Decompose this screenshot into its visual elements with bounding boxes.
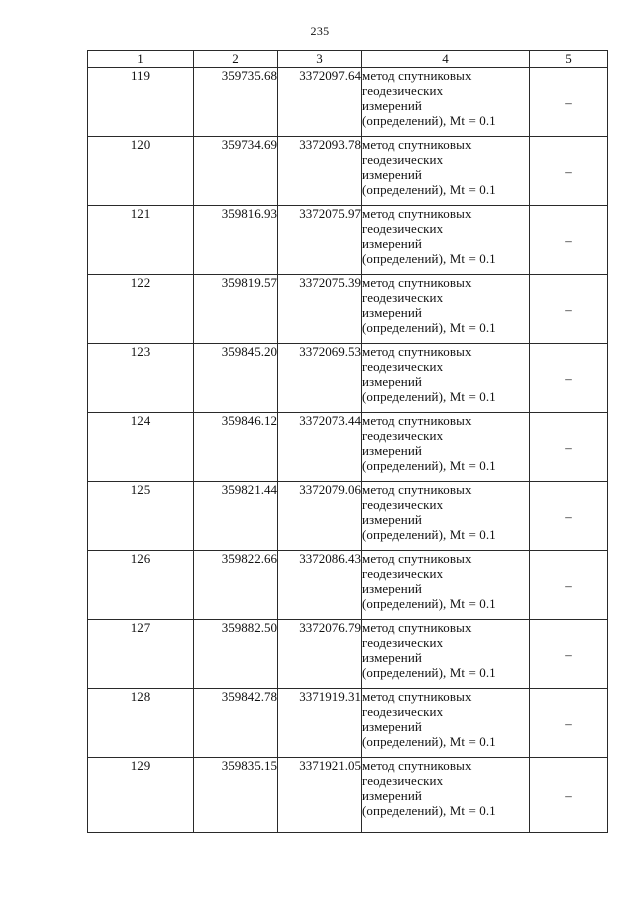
table-header-row [88,51,608,68]
point-number: 119 [88,68,194,137]
coordinate-x: 359882.50 [194,620,278,689]
table-row [88,68,608,137]
table-row [88,206,608,275]
point-number: 126 [88,551,194,620]
measurement-method: метод спутниковых геодезических измерений (определений), Mt = 0.1 [362,275,530,344]
coordinate-y: 3372073.44 [278,413,362,482]
coordinate-x: 359846.12 [194,413,278,482]
coordinate-x: 359845.20 [194,344,278,413]
coordinate-y: 3371919.31 [278,689,362,758]
coordinate-y: 3372069.53 [278,344,362,413]
coordinate-y: 3371921.05 [278,758,362,833]
page-number: 235 [310,24,330,38]
measurement-method: метод спутниковых геодезических измерений (определений), Mt = 0.1 [362,482,530,551]
note-dash: – [530,689,608,758]
coordinate-y: 3372076.79 [278,620,362,689]
coordinate-x: 359842.78 [194,689,278,758]
coordinate-x: 359816.93 [194,206,278,275]
measurement-method: метод спутниковых геодезических измерений (определений), Mt = 0.1 [362,413,530,482]
table-row [88,620,608,689]
coordinate-y: 3372093.78 [278,137,362,206]
table-row [88,137,608,206]
coordinates-table [87,50,608,833]
coordinate-y: 3372086.43 [278,551,362,620]
point-number: 122 [88,275,194,344]
column-header: 4 [362,51,530,68]
coordinate-x: 359821.44 [194,482,278,551]
table-row [88,275,608,344]
measurement-method: метод спутниковых геодезических измерений (определений), Mt = 0.1 [362,68,530,137]
column-header: 5 [530,51,608,68]
measurement-method: метод спутниковых геодезических измерений (определений), Mt = 0.1 [362,758,530,833]
point-number: 123 [88,344,194,413]
note-dash: – [530,275,608,344]
note-dash: – [530,482,608,551]
table-row [88,413,608,482]
point-number: 128 [88,689,194,758]
table-row [88,551,608,620]
point-number: 125 [88,482,194,551]
note-dash: – [530,68,608,137]
coordinate-y: 3372079.06 [278,482,362,551]
measurement-method: метод спутниковых геодезических измерений (определений), Mt = 0.1 [362,620,530,689]
table-row [88,482,608,551]
coordinate-x: 359734.69 [194,137,278,206]
coordinate-x: 359835.15 [194,758,278,833]
note-dash: – [530,413,608,482]
column-header: 3 [278,51,362,68]
table-row [88,689,608,758]
column-header: 2 [194,51,278,68]
note-dash: – [530,620,608,689]
note-dash: – [530,137,608,206]
coordinate-y: 3372075.39 [278,275,362,344]
note-dash: – [530,551,608,620]
measurement-method: метод спутниковых геодезических измерений (определений), Mt = 0.1 [362,551,530,620]
measurement-method: метод спутниковых геодезических измерений (определений), Mt = 0.1 [362,689,530,758]
measurement-method: метод спутниковых геодезических измерений (определений), Mt = 0.1 [362,344,530,413]
measurement-method: метод спутниковых геодезических измерений (определений), Mt = 0.1 [362,206,530,275]
table-row [88,344,608,413]
note-dash: – [530,344,608,413]
table-row [88,758,608,833]
coordinate-y: 3372075.97 [278,206,362,275]
coordinate-x: 359819.57 [194,275,278,344]
coordinate-x: 359822.66 [194,551,278,620]
point-number: 129 [88,758,194,833]
note-dash: – [530,206,608,275]
point-number: 120 [88,137,194,206]
point-number: 127 [88,620,194,689]
point-number: 124 [88,413,194,482]
measurement-method: метод спутниковых геодезических измерений (определений), Mt = 0.1 [362,137,530,206]
point-number: 121 [88,206,194,275]
coordinate-x: 359735.68 [194,68,278,137]
note-dash: – [530,758,608,833]
column-header: 1 [88,51,194,68]
coordinate-y: 3372097.64 [278,68,362,137]
